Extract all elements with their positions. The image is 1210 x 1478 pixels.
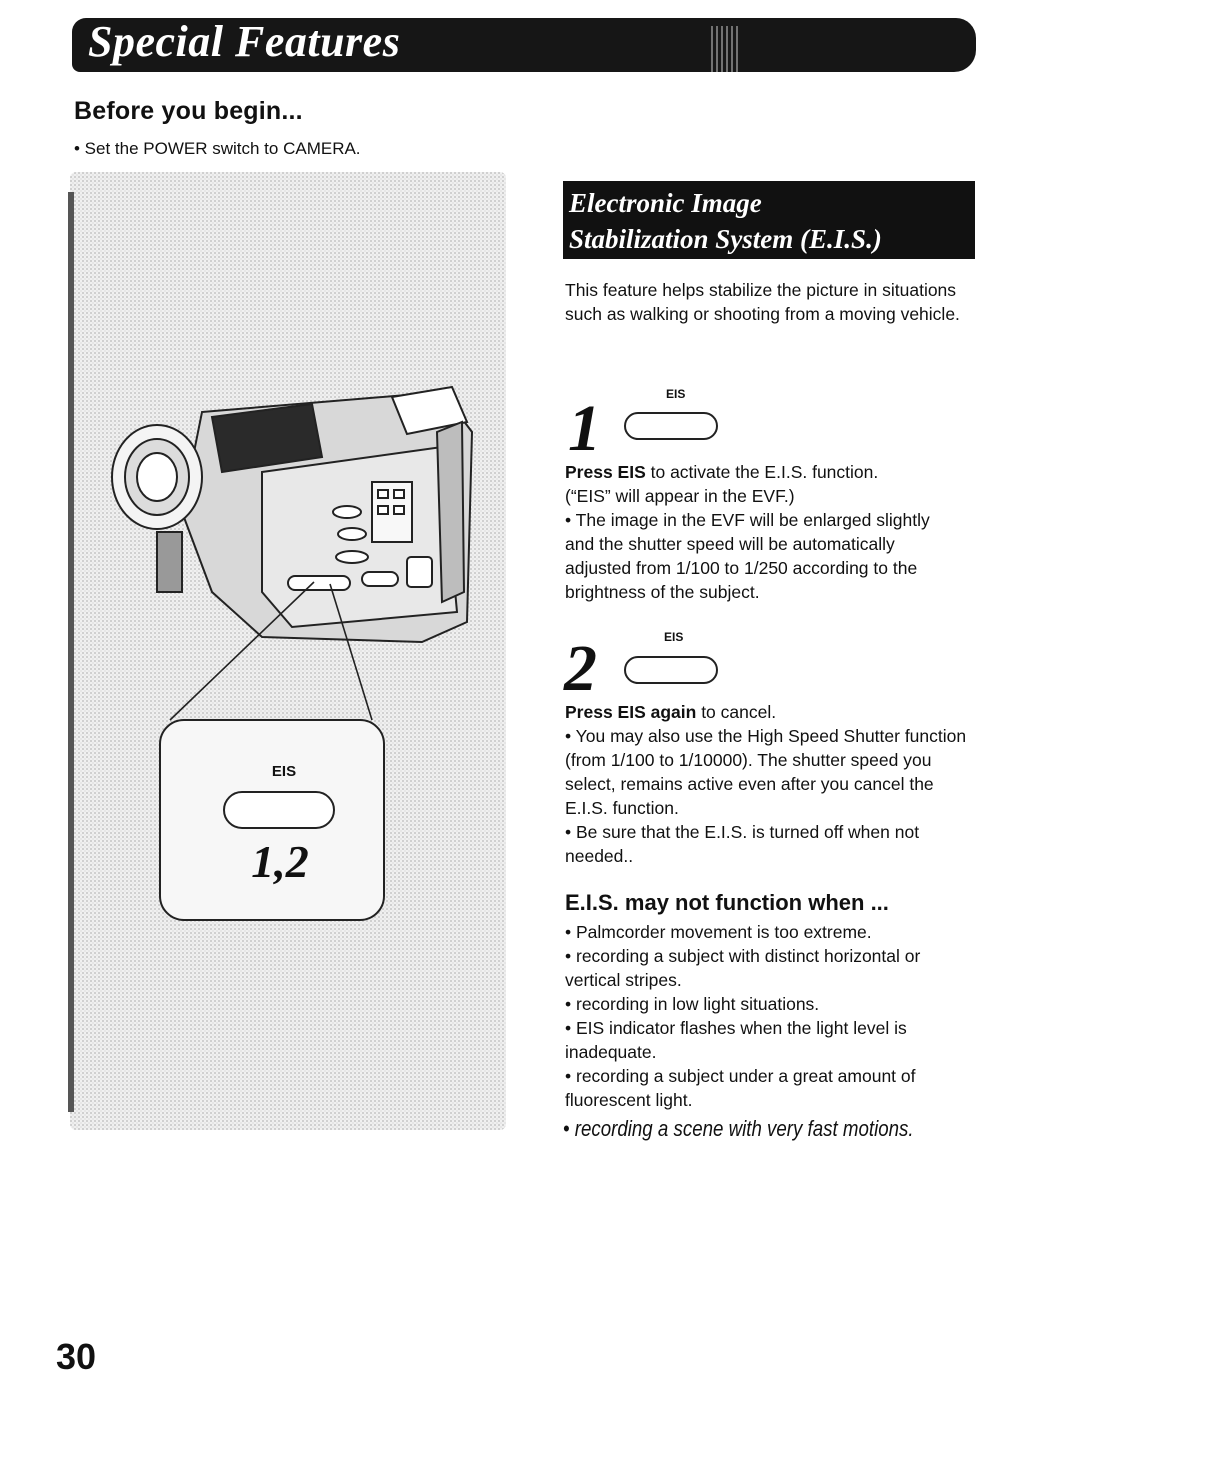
limitation-item: • recording a subject under a great amount of fluorescent light. bbox=[565, 1066, 916, 1110]
limitation-extra-note: • recording a scene with very fast motions. bbox=[563, 1116, 914, 1141]
step1-bullet: • The image in the EVF will be enlarged slightly and the shutter speed will be automatically adjusted from 1/100 to 1/250 according to the brightness of the subject. bbox=[565, 510, 930, 602]
page-title: Special Features bbox=[88, 17, 401, 66]
step2-eis-button bbox=[624, 656, 718, 684]
section-heading-line2: Stabilization System (E.I.S.) bbox=[569, 224, 882, 254]
banner-streak bbox=[708, 26, 738, 72]
section-heading bbox=[563, 181, 975, 259]
callout-step-number: 1,2 bbox=[251, 836, 309, 887]
step2-instruction bbox=[565, 700, 985, 724]
section-intro: This feature helps stabilize the picture in situations such as walking or shooting from a moving vehicle. bbox=[565, 280, 960, 324]
camcorder-illustration bbox=[62, 172, 512, 1132]
step1-eis-caption: EIS bbox=[666, 387, 686, 401]
before-item: • Set the POWER switch to CAMERA. bbox=[74, 139, 361, 158]
step1-instruction-bold: Press EIS bbox=[565, 462, 646, 482]
step2-instruction-rest: to cancel. bbox=[696, 702, 777, 722]
limitation-item: • Palmcorder movement is too extreme. bbox=[565, 922, 872, 942]
step2-bullet-shutter: • You may also use the High Speed Shutter function (from 1/100 to 1/10000). The shutter speed you select, remains active even after you cancel the E.I.S. function. bbox=[565, 726, 967, 818]
step1-number: 1 bbox=[568, 392, 601, 465]
step2-bullet-turn-off: • Be sure that the E.I.S. is turned off when not needed.. bbox=[565, 822, 920, 866]
callout-eis-button bbox=[224, 792, 334, 828]
step1-instruction bbox=[565, 460, 985, 484]
step1-instruction-rest: to activate the E.I.S. function. bbox=[645, 462, 879, 482]
page-number: 30 bbox=[56, 1336, 97, 1377]
step2-eis-caption: EIS bbox=[664, 630, 684, 644]
limitation-item: • recording in low light situations. bbox=[565, 994, 820, 1014]
before-heading: Before you begin... bbox=[74, 97, 303, 125]
step1-eis-button bbox=[624, 412, 718, 440]
limitation-item: • EIS indicator flashes when the light level is inadequate. bbox=[565, 1018, 907, 1062]
halftone-background bbox=[70, 172, 506, 1130]
step2-number: 2 bbox=[564, 632, 597, 705]
step2-instruction-bold: Press EIS again bbox=[565, 702, 697, 722]
callout-eis-label: EIS bbox=[271, 763, 297, 780]
step1-evf-note: (“EIS” will appear in the EVF.) bbox=[565, 486, 795, 506]
limitation-item: • recording a subject with distinct horizontal or vertical stripes. bbox=[565, 946, 921, 990]
limitations-heading: E.I.S. may not function when ... bbox=[565, 890, 889, 915]
section-heading-line1: Electronic Image bbox=[569, 188, 762, 218]
